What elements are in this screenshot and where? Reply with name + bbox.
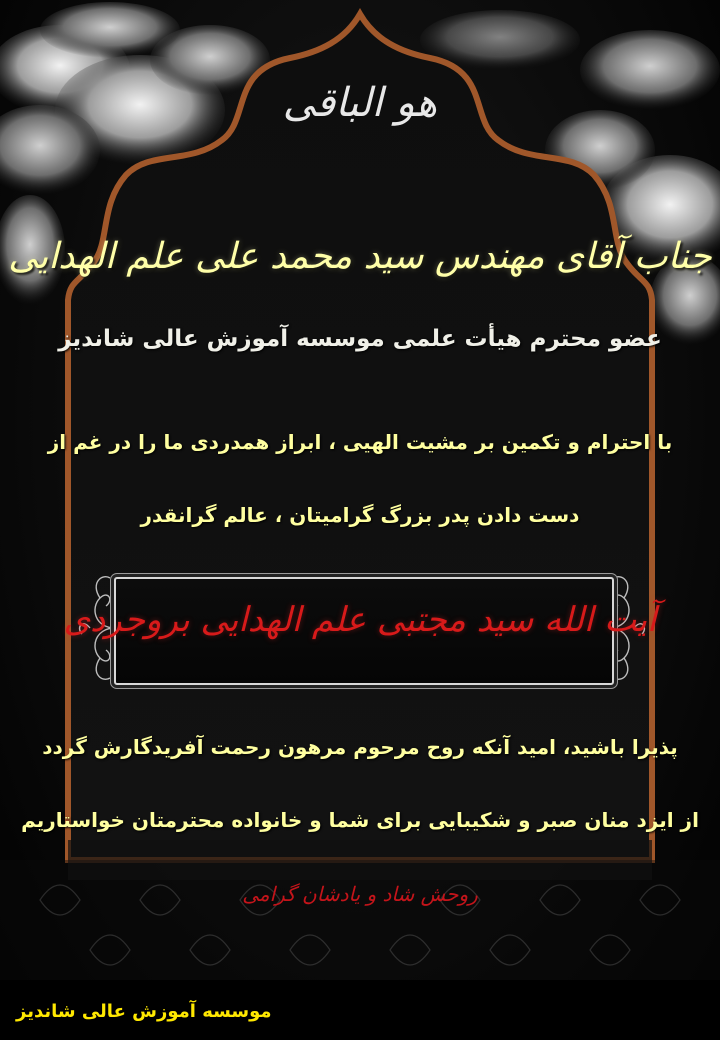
message-line-3: پذیرا باشید، امید آنکه روح مرحوم مرهون رحمت آفریدگارش گردد — [42, 735, 678, 759]
message-line-2: دست دادن پدر بزرگ گرامیتان ، عالم گرانقدر — [140, 503, 580, 527]
calligraphy-heading: هو الباقی — [282, 80, 438, 126]
closing-line: روحش شاد و یادشان گرامی — [242, 882, 478, 906]
footer-organization: موسسه آموزش عالی شاندیز — [16, 1001, 272, 1022]
deceased-name: آیت الله سید مجتبی علم الهدایی بروجردی — [63, 600, 657, 640]
message-line-1: با احترام و تکمین بر مشیت الهیی ، ابراز همدردی ما را در غم از — [47, 430, 673, 454]
message-line-4: از ایزد منان صبر و شکیبایی برای شما و خانواده محترمتان خواستاریم — [21, 808, 699, 832]
recipient-role: عضو محترم هیأت علمی موسسه آموزش عالی شاندیز — [58, 326, 662, 352]
recipient-name: جناب آقای مهندس سید محمد علی علم الهدایی — [8, 236, 712, 277]
